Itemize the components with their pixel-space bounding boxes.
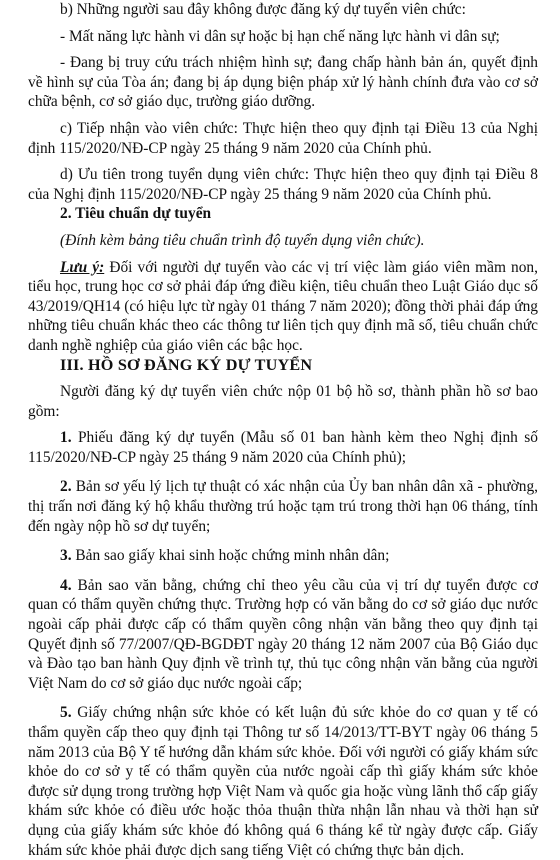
- paragraph-c: c) Tiếp nhận vào viên chức: Thực hiện theo quy định tại Điều 13 của Nghị định 115/2020/NĐ-CP ngày 25 tháng 9 năm 2020 của Chính phủ.: [28, 119, 538, 157]
- note-paragraph: [28, 258, 538, 356]
- list-item-number: 2.: [60, 478, 72, 496]
- paragraph-b-item-2: - Đang bị truy cứu trách nhiệm hình sự; đang chấp hành bản án, quyết định về hình sự của Tòa án; đang bị áp dụng biện pháp xử lý hành chính đưa vào cơ sở chữa bệnh, cơ sở giáo dục, trường giáo dưỡng.: [28, 54, 538, 111]
- paragraph-d: d) Ưu tiên trong tuyển dụng viên chức: Thực hiện theo quy định tại Điều 8 của Nghị định 115/2020/NĐ-CP ngày 25 tháng 9 năm 2020 của Chính phủ.: [28, 166, 538, 203]
- list-item-number: 5.: [60, 704, 72, 722]
- paragraph-b-item-1: - Mất năng lực hành vi dân sự hoặc bị hạn chế năng lực hành vi dân sự;: [60, 27, 500, 45]
- list-item-text: Giấy chứng nhận sức khỏe có kết luận đủ sức khỏe do cơ quan y tế có thẩm quyền cấp theo quy định tại Thông tư số 14/2013/TT-BYT ngày 06 tháng 5 năm 2013 của Bộ Y tế hướng dẫn khám sức khỏe. Đối với người có giấy khám sức khỏe do cơ sở y tế có thẩm quyền của nước ngoài cấp thì giấy khám sức khỏe được sử dụng trong trường hợp Việt Nam và quốc gia hoặc vùng lãnh thổ cấp giấy khám sức khỏe có điều ước hoặc thỏa thuận thừa nhận lẫn nhau và thời hạn sử dụng của giấy khám sức khỏe đó không quá 6 tháng kể từ ngày được cấp. Giấy khám sức khỏe phải được dịch sang tiếng Việt có chứng thực bản dịch.: [28, 704, 538, 859]
- note-text: Đối với người dự tuyển vào các vị trí việc làm giáo viên mầm non, tiểu học, trung học cơ sở phải đáp ứng điều kiện, tiêu chuẩn theo Luật Giáo dục số 43/2019/QH14 (có hiệu lực từ ngày 01 tháng 7 năm 2020); đồng thời phải đáp ứng những tiêu chuẩn khác theo các thông tư liên tịch quy định mã số, tiêu chuẩn chức danh nghề nghiệp của giáo viên các bậc học.: [28, 258, 538, 354]
- list-item-number: 4.: [60, 576, 72, 594]
- part-3-intro: Người đăng ký dự tuyển viên chức nộp 01 bộ hồ sơ, thành phần hồ sơ bao gồm:: [28, 383, 538, 420]
- list-item: [28, 428, 538, 467]
- list-item: [28, 703, 538, 860]
- list-item-text: Bản sao văn bằng, chứng chỉ theo yêu cầu của vị trí dự tuyển được cơ quan có thẩm quyền chứng thực. Trường hợp có văn bằng do cơ sở giáo dục nước ngoài cấp phải được cấp có thẩm quyền công nhận văn bằng theo quy định tại Quyết định số 77/2007/QĐ-BGDĐT ngày 20 tháng 12 năm 2007 của Bộ Giáo dục và Đào tạo ban hành Quy định về trình tự, thủ tục công nhận văn bằng của người Việt Nam do cơ sở giáo dục nước ngoài cấp;: [28, 576, 538, 692]
- part-3-heading: III. HỒ SƠ ĐĂNG KÝ DỰ TUYỂN: [60, 355, 313, 374]
- paragraph-b-intro: b) Những người sau đây không được đăng ký dự tuyển viên chức:: [60, 1, 466, 18]
- list-item-number: 3.: [60, 547, 72, 565]
- list-item-text: Bản sao giấy khai sinh hoặc chứng minh nhân dân;: [71, 547, 390, 565]
- list-item-text: Phiếu đăng ký dự tuyển (Mẫu số 01 ban hành kèm theo Nghị định số 115/2020/NĐ-CP ngày 25 tháng 9 năm 2020 của Chính phủ);: [28, 429, 538, 466]
- section-2-attachment-note: (Đính kèm bảng tiêu chuẩn trình độ tuyển dụng viên chức).: [60, 231, 425, 249]
- list-item: [28, 576, 538, 694]
- list-item: [28, 477, 538, 536]
- section-2-heading: 2. Tiêu chuẩn dự tuyển: [60, 205, 212, 223]
- list-item-number: 1.: [60, 429, 72, 447]
- list-item: [28, 546, 538, 566]
- note-label: Lưu ý:: [60, 258, 105, 276]
- list-item-text: Bản sơ yếu lý lịch tự thuật có xác nhận của Ủy ban nhân dân xã - phường, thị trấn nơi đăng ký hộ khẩu thường trú hoặc tạm trú trong thời hạn 06 tháng, tính đến ngày nộp hồ sơ dự tuyển;: [28, 478, 538, 535]
